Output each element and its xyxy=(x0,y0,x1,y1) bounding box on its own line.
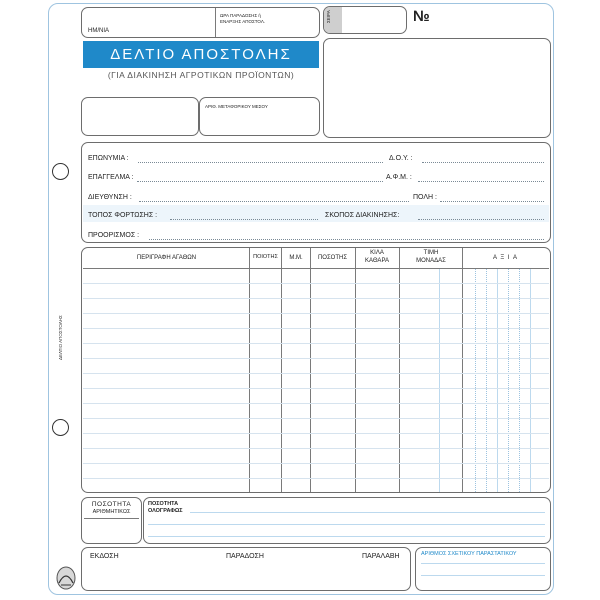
number-label: № xyxy=(413,8,430,25)
side-print-label: ΔΕΛΤΙΟ ΑΠΟΣΤΟΛΗΣ xyxy=(58,315,63,360)
vehicle-label: ΑΡΙΘ. ΜΕΤΑΦΟΡΙΚΟΥ ΜΕΣΟΥ xyxy=(205,104,268,109)
table-row xyxy=(83,283,549,284)
col-value-header: Α Ξ Ι Α xyxy=(493,255,518,261)
issuer-box xyxy=(81,97,199,136)
table-row xyxy=(83,298,549,299)
col-quantity-header: ΠΟΣΟΤΗΣ xyxy=(317,255,348,261)
document-subtitle: (ΓΙΑ ΔΙΑΚΙΝΗΣΗ ΑΓΡΟΤΙΚΩΝ ΠΡΟΪΟΝΤΩΝ) xyxy=(107,70,295,80)
col-unit-header: Μ.Μ. xyxy=(289,255,303,261)
vehicle-box xyxy=(199,97,320,136)
customer-afm-label: Α.Φ.Μ. : xyxy=(386,174,412,181)
customer-address-label: ΔΙΕΥΘΥΝΣΗ : xyxy=(88,194,132,201)
customer-city-label: ΠΟΛΗ : xyxy=(413,194,437,201)
binder-hole-bottom xyxy=(52,419,69,436)
customer-profession-label: ΕΠΑΓΓΕΛΜΑ : xyxy=(88,174,134,181)
loading-place-label: ΤΟΠΟΣ ΦΟΡΤΩΣΗΣ : xyxy=(88,212,158,219)
table-row xyxy=(83,343,549,344)
binder-hole-top xyxy=(52,163,69,180)
qty-numeric-label-line2: ΑΡΙΘΜΗΤΙΚΩΣ xyxy=(92,509,131,515)
delivery-label: ΠΑΡΑΔΟΣΗ xyxy=(226,553,264,560)
series-label: ΣΕΙΡΑ xyxy=(326,10,331,23)
customer-doy-label: Δ.Ο.Υ. : xyxy=(389,155,413,162)
document-title: ΔΕΛΤΙΟ ΑΠΟΣΤΟΛΗΣ xyxy=(83,41,319,68)
receipt-label: ΠΑΡΑΛΑΒΗ xyxy=(362,553,400,560)
table-row xyxy=(83,478,549,479)
col-net-kg-header-line2: ΚΑΘΑΡΑ xyxy=(365,258,389,264)
qty-words-label-line1: ΠΟΣΟΤΗΤΑ xyxy=(148,501,179,507)
col-price-header-line2: ΜΟΝΑΔΑΣ xyxy=(416,258,446,264)
col-net-kg-header-line1: ΚΙΛΑ xyxy=(370,250,384,256)
issuer-stamp-box xyxy=(323,38,551,138)
table-row xyxy=(83,403,549,404)
table-row xyxy=(83,388,549,389)
table-row xyxy=(83,313,549,314)
hour-label-line1: ΩΡΑ ΠΑΡΑΔΟΣΗΣ ή xyxy=(220,13,261,18)
qty-words-label-line2: ΟΛΟΓΡΑΦΩΣ xyxy=(148,508,183,514)
issue-label: ΕΚΔΟΣΗ xyxy=(90,553,119,560)
col-quality-header: ΠΟΙΟΤΗΣ xyxy=(253,254,278,260)
related-document-label: ΑΡΙΘΜΟΣ ΣΧΕΤΙΚΟΥ ΠΑΡΑΣΤΑΤΙΚΟΥ xyxy=(421,551,517,557)
qty-numeric-label-line1: ΠΟΣΟΤΗΤΑ xyxy=(91,501,132,508)
destination-label: ΠΡΟΟΡΙΣΜΟΣ : xyxy=(88,232,140,239)
customer-name-label: ΕΠΩΝΥΜΙΑ : xyxy=(88,155,129,162)
date-time-box xyxy=(81,7,320,38)
table-row xyxy=(83,328,549,329)
publisher-logo xyxy=(55,563,77,591)
date-label: ΗΜ/ΝΙΑ xyxy=(88,28,109,34)
table-row xyxy=(83,418,549,419)
table-row xyxy=(83,448,549,449)
table-row xyxy=(83,463,549,464)
table-row xyxy=(83,373,549,374)
table-row xyxy=(83,433,549,434)
col-description-header: ΠΕΡΙΓΡΑΦΗ ΑΓΑΘΩΝ xyxy=(136,255,197,261)
hour-label-line2: ΕΝΑΡΞΗΣ ΑΠΟΣΤΟΛ. xyxy=(220,19,266,24)
customer-box xyxy=(81,142,551,243)
movement-purpose-label: ΣΚΟΠΟΣ ΔΙΑΚΙΝΗΣΗΣ: xyxy=(325,212,400,219)
table-row xyxy=(83,358,549,359)
col-price-header-line1: ΤΙΜΗ xyxy=(423,250,439,256)
